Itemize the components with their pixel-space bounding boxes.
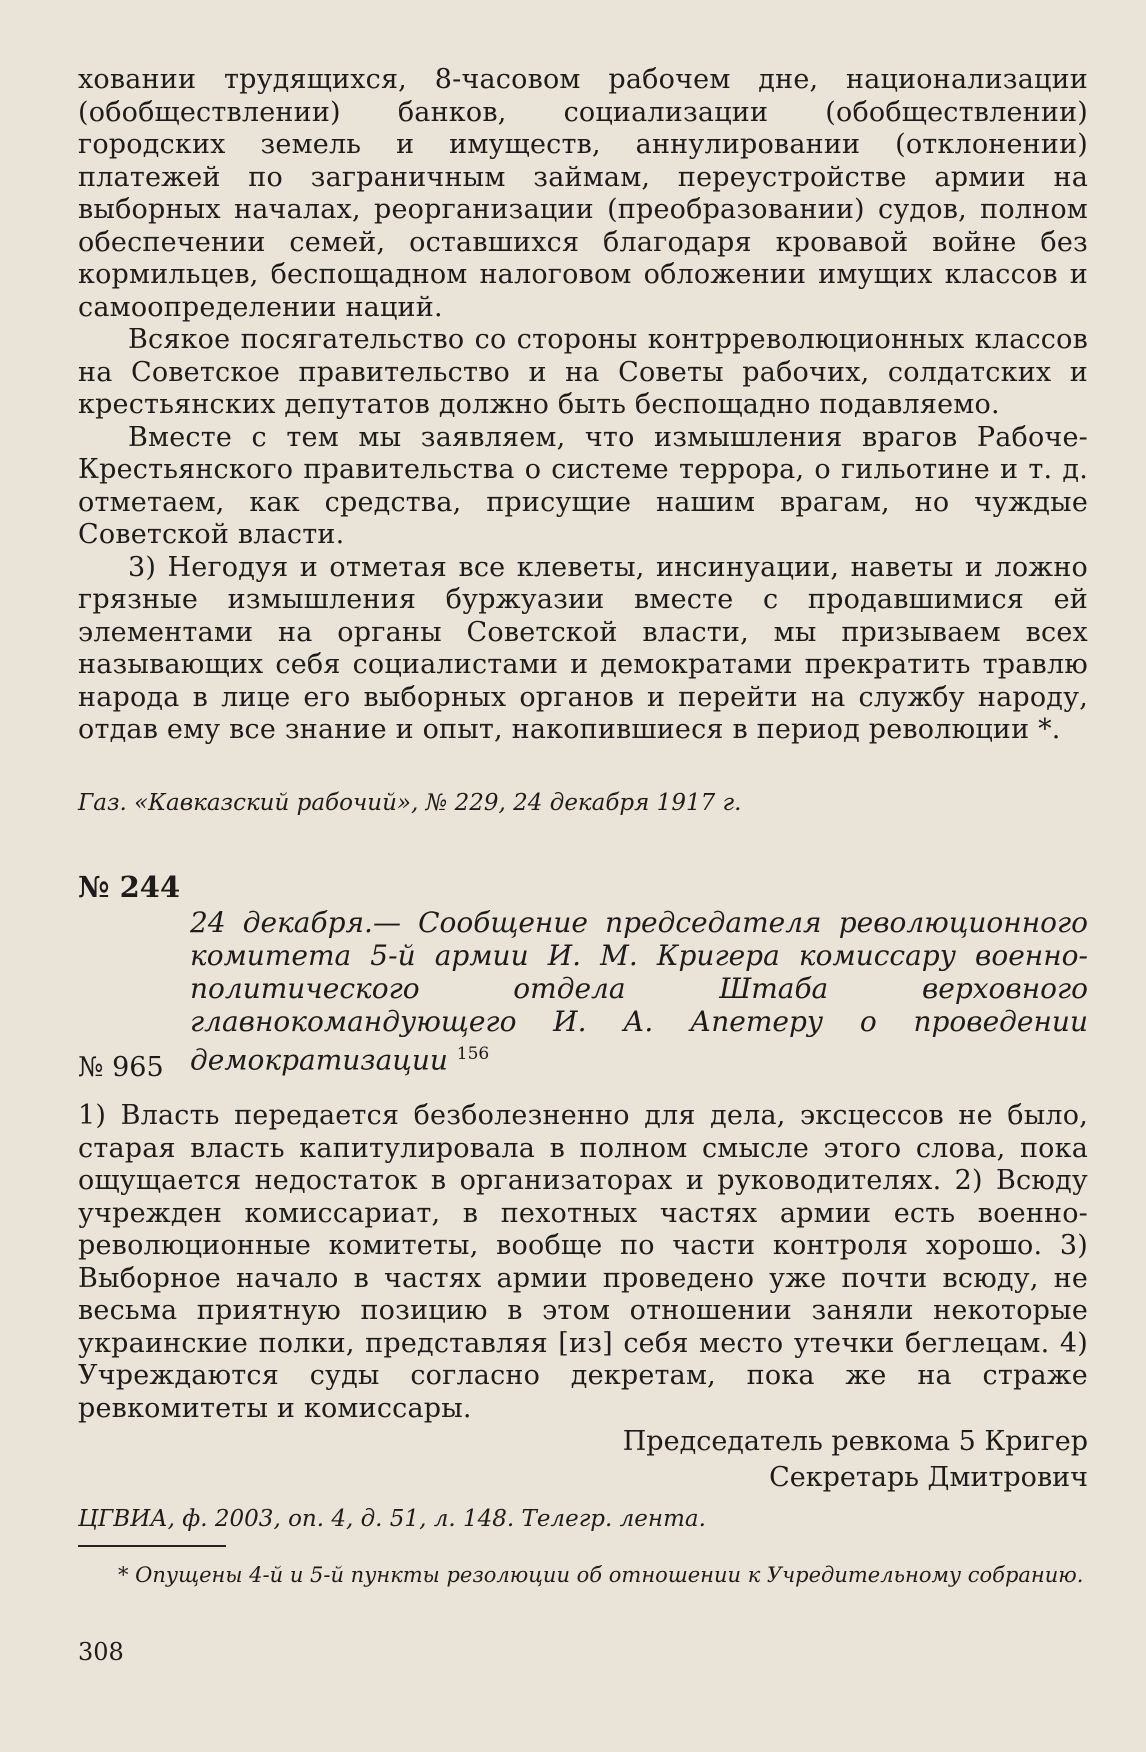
archive-source-text: ЦГВИА, ф. 2003, оп. 4, д. 51, л. 148. Телегр. лента. [78,1506,706,1532]
paragraph-continuation: ховании трудящихся, 8-часовом рабочем дне, национализации (обобществлении) банков, социализации (обобществлении) городских земель и имуществ, аннулировании (отклонении) платежей по заграничным займам, переустройстве армии на выборных началах, реорганизации (преобразовании) судов, полном обеспечении семей, оставшихся благодаря кровавой войне без кормильцев, беспощадном налоговом обложении имущих классов и самоопределении наций. [78,64,1088,323]
footnote [78,1562,1088,1589]
telegram-body-text: 1) Власть передается безболезненно для дела, эксцессов не было, старая власть капитулировала в полном смысле этого слова, пока ощущается недостаток в организаторах и руководителях. 2) Всюду учрежден комиссариат, в пехотных частях армии есть военно-революционные комитеты, вообще по части контроля хорошо. 3) Выборное начало в частях армии проведено уже почти всюду, не весьма приятную позицию в этом отношении заняли некоторые украинские полки, представляя [из] себя место утечки беглецам. 4) Учреждаются суды согласно декретам, пока же на страже ревкомитеты и комиссары. [78,1100,1088,1424]
newspaper-source [78,788,1088,818]
signature-secretary: Секретарь Дмитрович [769,1462,1088,1493]
document-number [78,870,1088,904]
telegram-body [78,1100,1088,1425]
footnote-marker: *. [1029,714,1061,745]
footnote-text: * Опущены 4-й и 5-й пункты резолюции об отношении к Учредительному собранию. [118,1563,1084,1587]
endnote-ref: 156 [456,1044,490,1064]
signatures [78,1424,1088,1496]
telegram-number [78,1052,1088,1083]
paragraph-point-3 [78,552,1088,747]
document-number-text: № 244 [78,870,181,904]
footnote-divider [78,1545,226,1547]
document-heading [190,906,1088,1076]
newspaper-source-text: Газ. «Кавказский рабочий», № 229, 24 декабря 1917 г. [78,790,742,816]
signature-chairman: Председатель ревкома 5 Кригер [622,1426,1088,1457]
paragraph-counterrevolution: Всякое посягательство со стороны контрреволюционных классов на Советское правительство и на Советы рабочих, солдатских и крестьянских депутатов должно быть беспощадно подавляемо. [78,324,1088,420]
resolution-text [78,64,1088,747]
archive-source [78,1504,1088,1534]
document-heading-text: 24 декабря.— Сообщение председателя революционного комитета 5-й армии И. М. Кригера комиссару военно-политического отдела Штаба верховного главнокомандующего И. А. Апетеру о проведении демократизации [190,906,1088,1077]
page-number [78,1638,1088,1666]
page-number-text: 308 [78,1638,124,1666]
paragraph-terror-claims: Вместе с тем мы заявляем, что измышления врагов Рабоче-Крестьянского правительства о системе террора, о гильотине и т. д. отметаем, как средства, присущие нашим врагам, но чуждые Советской власти. [78,421,1088,550]
telegram-number-text: № 965 [78,1052,164,1083]
paragraph-point-3-text: 3) Негодуя и отметая все клеветы, инсинуации, наветы и ложно грязные измышления буржуазии вместе с продавшимися ей элементами на органы Советской власти, мы призываем всех называющих себя социалистами и демократами прекратить травлю народа в лице его выборных органов и перейти на службу народу, отдав ему все знание и опыт, накопившиеся в период революции [78,551,1088,745]
